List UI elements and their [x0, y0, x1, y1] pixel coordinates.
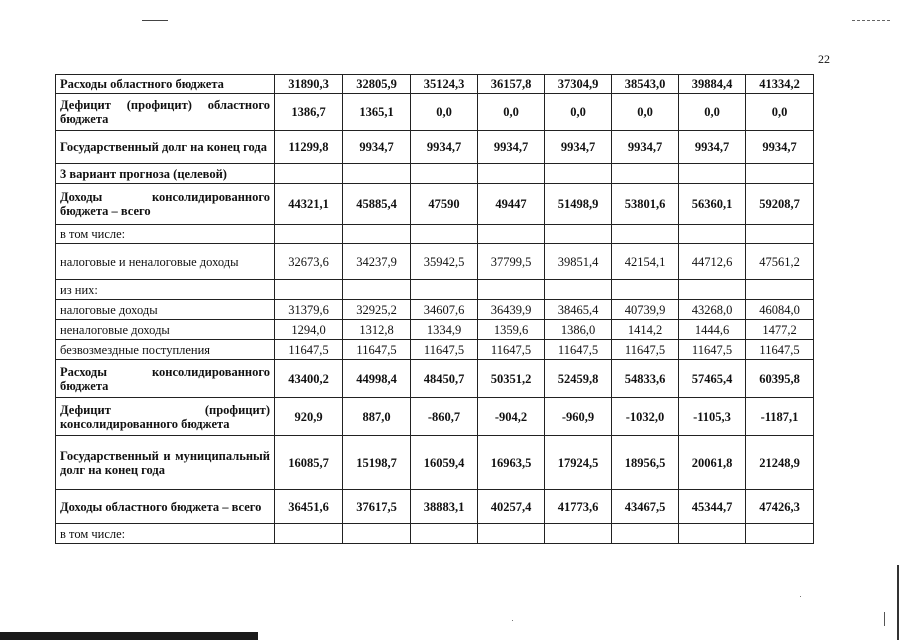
cell-value: 56360,1 [679, 184, 746, 225]
cell-value [411, 524, 478, 544]
cell-value: 15198,7 [343, 436, 411, 490]
cell-value: 1365,1 [343, 94, 411, 131]
cell-value: 9934,7 [478, 131, 545, 164]
row-label: Государственный долг на конец года [56, 131, 275, 164]
table-row [56, 225, 814, 244]
cell-value: 53801,6 [612, 184, 679, 225]
cell-value: 31379,6 [275, 300, 343, 320]
scan-mark-top-left [142, 20, 168, 21]
table-row [56, 320, 814, 340]
cell-value: 36439,9 [478, 300, 545, 320]
scan-edge-bottom-left [0, 632, 258, 640]
cell-value [343, 524, 411, 544]
page-number: 22 [818, 52, 830, 66]
cell-value: -860,7 [411, 398, 478, 436]
cell-value: -1032,0 [612, 398, 679, 436]
table-row [56, 164, 814, 184]
cell-value: 32805,9 [343, 75, 411, 94]
cell-value [612, 524, 679, 544]
row-label: безвозмездные поступления [56, 340, 275, 360]
row-label: Государственный и муниципальный долг на конец года [56, 436, 275, 490]
scan-edge-right-small [884, 612, 885, 626]
cell-value: 20061,8 [679, 436, 746, 490]
cell-value: 39851,4 [545, 244, 612, 280]
cell-value: 51498,9 [545, 184, 612, 225]
cell-value: 43400,2 [275, 360, 343, 398]
cell-value: 41773,6 [545, 490, 612, 524]
cell-value: 36451,6 [275, 490, 343, 524]
cell-value [545, 164, 612, 184]
cell-value: 9934,7 [411, 131, 478, 164]
cell-value [679, 280, 746, 300]
cell-value: 1414,2 [612, 320, 679, 340]
cell-value [545, 225, 612, 244]
scan-mark-top-right [852, 20, 890, 22]
table-row [56, 75, 814, 94]
cell-value [612, 225, 679, 244]
cell-value: 60395,8 [746, 360, 814, 398]
cell-value: 40739,9 [612, 300, 679, 320]
cell-value [411, 280, 478, 300]
cell-value [411, 164, 478, 184]
cell-value: 18956,5 [612, 436, 679, 490]
cell-value [679, 164, 746, 184]
table-row [56, 436, 814, 490]
cell-value [746, 164, 814, 184]
row-label: Дефицит (профицит) областного бюджета [56, 94, 275, 131]
row-label: в том числе: [56, 225, 275, 244]
cell-value: 16059,4 [411, 436, 478, 490]
row-label: из них: [56, 280, 275, 300]
cell-value: 40257,4 [478, 490, 545, 524]
row-label: Расходы консолидированного бюджета [56, 360, 275, 398]
cell-value: 17924,5 [545, 436, 612, 490]
table-row [56, 244, 814, 280]
cell-value: 11647,5 [612, 340, 679, 360]
table-row [56, 184, 814, 225]
cell-value: 1477,2 [746, 320, 814, 340]
cell-value: 50351,2 [478, 360, 545, 398]
cell-value [545, 524, 612, 544]
cell-value: 43467,5 [612, 490, 679, 524]
table-row [56, 280, 814, 300]
scan-edge-right [897, 565, 899, 640]
cell-value: 34237,9 [343, 244, 411, 280]
cell-value [478, 164, 545, 184]
cell-value: 37304,9 [545, 75, 612, 94]
cell-value: 45885,4 [343, 184, 411, 225]
cell-value: 11647,5 [545, 340, 612, 360]
cell-value: 9934,7 [679, 131, 746, 164]
cell-value: 1334,9 [411, 320, 478, 340]
cell-value: 11647,5 [746, 340, 814, 360]
cell-value: 44712,6 [679, 244, 746, 280]
cell-value [275, 280, 343, 300]
row-label: 3 вариант прогноза (целевой) [56, 164, 275, 184]
cell-value: 0,0 [612, 94, 679, 131]
cell-value: 39884,4 [679, 75, 746, 94]
cell-value: 11647,5 [275, 340, 343, 360]
cell-value: 41334,2 [746, 75, 814, 94]
cell-value [679, 225, 746, 244]
cell-value [343, 280, 411, 300]
cell-value: 38883,1 [411, 490, 478, 524]
table-row [56, 398, 814, 436]
cell-value: -1187,1 [746, 398, 814, 436]
table-row [56, 300, 814, 320]
table-row [56, 340, 814, 360]
cell-value [746, 524, 814, 544]
cell-value: 1312,8 [343, 320, 411, 340]
cell-value: 38465,4 [545, 300, 612, 320]
cell-value: 9934,7 [746, 131, 814, 164]
cell-value [275, 524, 343, 544]
cell-value: -904,2 [478, 398, 545, 436]
row-label: в том числе: [56, 524, 275, 544]
cell-value: 11299,8 [275, 131, 343, 164]
table-row [56, 524, 814, 544]
cell-value: 49447 [478, 184, 545, 225]
cell-value [679, 524, 746, 544]
cell-value: 44321,1 [275, 184, 343, 225]
row-label: Расходы областного бюджета [56, 75, 275, 94]
cell-value: 44998,4 [343, 360, 411, 398]
row-label: Дефицит (профицит) консолидированного бюджета [56, 398, 275, 436]
cell-value: 920,9 [275, 398, 343, 436]
cell-value: 46084,0 [746, 300, 814, 320]
cell-value: 9934,7 [545, 131, 612, 164]
cell-value: 0,0 [746, 94, 814, 131]
cell-value: 1444,6 [679, 320, 746, 340]
cell-value: 42154,1 [612, 244, 679, 280]
cell-value: 0,0 [679, 94, 746, 131]
cell-value: 35124,3 [411, 75, 478, 94]
cell-value: 9934,7 [343, 131, 411, 164]
cell-value [746, 280, 814, 300]
cell-value: -1105,3 [679, 398, 746, 436]
row-label: налоговые и неналоговые доходы [56, 244, 275, 280]
row-label: Доходы областного бюджета – всего [56, 490, 275, 524]
row-label: налоговые доходы [56, 300, 275, 320]
cell-value: 0,0 [411, 94, 478, 131]
cell-value: 0,0 [545, 94, 612, 131]
cell-value: 35942,5 [411, 244, 478, 280]
cell-value [478, 280, 545, 300]
cell-value: 11647,5 [411, 340, 478, 360]
cell-value: 47561,2 [746, 244, 814, 280]
cell-value: 1386,7 [275, 94, 343, 131]
cell-value: 34607,6 [411, 300, 478, 320]
cell-value [275, 164, 343, 184]
budget-forecast-table [55, 74, 814, 544]
cell-value: 47590 [411, 184, 478, 225]
cell-value [343, 225, 411, 244]
cell-value: 38543,0 [612, 75, 679, 94]
cell-value: 37799,5 [478, 244, 545, 280]
cell-value: 54833,6 [612, 360, 679, 398]
cell-value: 57465,4 [679, 360, 746, 398]
cell-value [411, 225, 478, 244]
cell-value: 9934,7 [612, 131, 679, 164]
table-row [56, 94, 814, 131]
cell-value: 45344,7 [679, 490, 746, 524]
cell-value: 36157,8 [478, 75, 545, 94]
cell-value [746, 225, 814, 244]
cell-value: 1359,6 [478, 320, 545, 340]
cell-value: 16085,7 [275, 436, 343, 490]
cell-value [275, 225, 343, 244]
scan-speck [512, 620, 513, 621]
cell-value: 43268,0 [679, 300, 746, 320]
cell-value: 59208,7 [746, 184, 814, 225]
cell-value: -960,9 [545, 398, 612, 436]
cell-value: 11647,5 [478, 340, 545, 360]
cell-value [612, 280, 679, 300]
scan-speck [800, 596, 801, 597]
cell-value: 37617,5 [343, 490, 411, 524]
cell-value: 32673,6 [275, 244, 343, 280]
cell-value: 32925,2 [343, 300, 411, 320]
cell-value: 47426,3 [746, 490, 814, 524]
cell-value: 1386,0 [545, 320, 612, 340]
table-row [56, 131, 814, 164]
cell-value [478, 225, 545, 244]
cell-value: 16963,5 [478, 436, 545, 490]
row-label: Доходы консолидированного бюджета – всего [56, 184, 275, 225]
cell-value: 52459,8 [545, 360, 612, 398]
cell-value: 0,0 [478, 94, 545, 131]
cell-value [343, 164, 411, 184]
cell-value: 11647,5 [343, 340, 411, 360]
cell-value [612, 164, 679, 184]
table-row [56, 360, 814, 398]
cell-value [478, 524, 545, 544]
table-row [56, 490, 814, 524]
cell-value [545, 280, 612, 300]
cell-value: 887,0 [343, 398, 411, 436]
cell-value: 11647,5 [679, 340, 746, 360]
cell-value: 21248,9 [746, 436, 814, 490]
cell-value: 1294,0 [275, 320, 343, 340]
cell-value: 48450,7 [411, 360, 478, 398]
row-label: неналоговые доходы [56, 320, 275, 340]
cell-value: 31890,3 [275, 75, 343, 94]
